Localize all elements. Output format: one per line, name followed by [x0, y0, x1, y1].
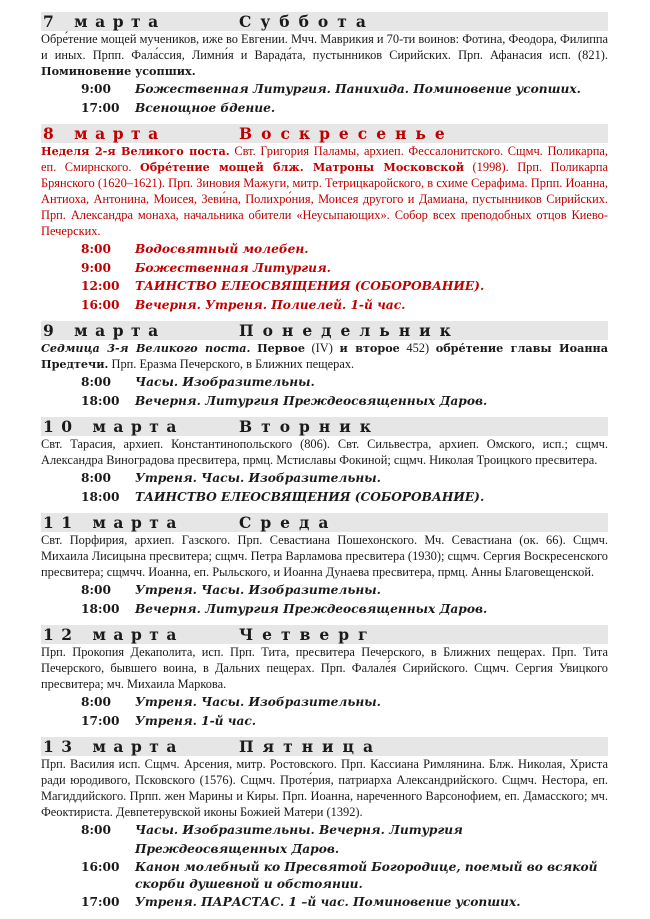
service-row	[41, 693, 608, 712]
service-list	[41, 80, 608, 117]
service-time: 8:00	[81, 583, 111, 597]
commemoration-text: Прп. Василия исп. Сщмч. Арсения, митр. Ростовского. Прп. Кассиана Римлянина. Блж. Николая, Христа ради юродивого, Псковского (1576). Сщмч. Проте́рия, патриарха Александрийского. Сщмч. Нестора, еп. Магиддийского. Прпп. жен Марины и Киры. Прп. Иоанна, нареченного Варсонофием, еп. Дамасского; мч. Феоктириста. Девпетерувской иконы Божией Матери (1392).	[41, 757, 608, 819]
day-section	[41, 625, 608, 730]
service-time: 16:00	[81, 297, 120, 312]
service-list	[41, 240, 608, 314]
saints-commemoration	[41, 532, 608, 580]
day-header	[41, 737, 608, 756]
service-row	[41, 392, 608, 411]
day-header	[41, 417, 608, 436]
day-date: 7 марта	[43, 12, 166, 31]
service-time: 8:00	[81, 471, 111, 485]
service-title: Утреня. ПАРАСТАС. 1 –й час. Поминовение усопших.	[135, 895, 521, 909]
service-title: Вечерня. Литургия Преждеосвященных Даров.	[135, 601, 488, 616]
service-title: Утреня. Часы. Изобразительны.	[135, 471, 381, 485]
service-row	[41, 712, 608, 731]
service-time: 18:00	[81, 393, 120, 408]
service-time: 9:00	[81, 260, 111, 275]
service-time: 16:00	[81, 860, 120, 874]
service-list	[41, 693, 608, 730]
commemoration-text: Обре́тение мощей мучеников, иже во Евгении. Мчч. Маврикия и 70-ти воинов: Фотина, Феодора, Филиппа и иных. Прпп. Фала́ссия, Лимни́я и Варада́та, пустынников Сирийских. Прп. Афанасия исп. (821).	[41, 32, 608, 62]
service-title: Вечерня. Утреня. Полиелей. 1-й час.	[135, 297, 406, 312]
commemoration-text: (IV)	[304, 341, 340, 355]
service-time: 12:00	[81, 279, 120, 293]
service-title: Вечерня. Литургия Преждеосвященных Даров.	[135, 393, 488, 408]
service-list	[41, 469, 608, 506]
day-section	[41, 124, 608, 314]
service-time: 8:00	[81, 242, 111, 256]
day-header	[41, 12, 608, 31]
day-section	[41, 737, 608, 912]
feast-highlight: Неделя 2-я Великого поста.	[41, 144, 230, 158]
day-header	[41, 321, 608, 340]
saints-commemoration	[41, 436, 608, 468]
day-weekday: Суббота	[239, 12, 375, 31]
service-time: 17:00	[81, 895, 120, 909]
commemoration-text: (1998). Прп. Поликарпа Брянского (1620–1621). Прп. Зиновия Мажуги, митр. Тетрицкаройского, в схиме Серафима. Прпп. Иоанна, Антиоха, Антонина, Моисея, Зеви́на, Полихро́ния, Моисея другого и Дамиана, пустынников Сирийских. Прп. Александра монаха, начальника обители «Неусыпающих». Собор всех преподобных отцов Киево-Печерских.	[41, 160, 609, 238]
service-row	[41, 277, 608, 296]
service-time: 8:00	[81, 375, 111, 389]
service-title: Водосвятный молебен.	[135, 242, 309, 256]
service-row	[41, 469, 608, 488]
day-date: 13 марта	[43, 737, 184, 756]
service-title: ТАИНСТВО ЕЛЕОСВЯЩЕНИЯ (СОБОРОВАНИЕ).	[135, 279, 485, 293]
service-time: 8:00	[81, 823, 111, 837]
day-weekday: Понедельник	[239, 321, 460, 340]
day-header	[41, 625, 608, 644]
day-header	[41, 124, 608, 143]
day-date: 11 марта	[43, 513, 184, 532]
day-section	[41, 321, 608, 410]
service-row	[41, 600, 608, 619]
service-row	[41, 581, 608, 600]
feast-highlight: Первое	[257, 341, 305, 355]
service-title: Утреня. Часы. Изобразительны.	[135, 695, 381, 709]
commemoration-text: Прп. Прокопия Декаполита, исп. Прп. Тита, пресвитера Печерского, в Ближних пещерах. Прп. Тита Печерского, бывшего воина, в Дальних пещерах. Прп. Фалале́я Сирийского. Сщмч. Сергия Увицкого пресвитера; мч. Михаила Маркова.	[41, 645, 608, 691]
service-row	[41, 259, 608, 278]
service-time: 17:00	[81, 100, 120, 115]
service-row	[41, 893, 608, 912]
day-section	[41, 417, 608, 506]
day-date: 12 марта	[43, 625, 184, 644]
service-list	[41, 373, 608, 410]
commemoration-text: Свт. Тарасия, архиеп. Константинопольского (806). Свт. Сильвестра, архиеп. Омского, исп.; сщмч. Александра Виноградова пресвитера, прмц. Мстиславы Фокиной; сщмч. Николая Троицкого пресвитера.	[41, 437, 608, 467]
service-title: Часы. Изобразительны.	[135, 375, 315, 389]
service-row	[41, 80, 608, 99]
day-header	[41, 513, 608, 532]
saints-commemoration	[41, 756, 608, 820]
service-title: Всенощное бдение.	[135, 100, 276, 115]
saints-commemoration	[41, 644, 608, 692]
feast-highlight: Обре́тение мощей блж. Матроны Московской	[139, 160, 465, 174]
feast-highlight: и второе	[339, 341, 400, 355]
commemoration-text: Свт. Порфирия, архиеп. Газского. Прп. Севастиана Пошехонского. Мч. Севастиана (ок. 66). Сщмч. Михаила Лисицына пресвитера; сщмч. Петра Варламова пресвитера (1930); сщмч. Сергия Воскресенского пресвитера; сщмчч. Иоанна, еп. Рыльского, и Иоанна Дунаева пресвитера, прмц. Анны Благовещенской.	[41, 533, 608, 579]
day-weekday: Вторник	[239, 417, 380, 436]
service-time: 8:00	[81, 695, 111, 709]
service-title: Утреня. 1-й час.	[135, 713, 257, 728]
service-time: 9:00	[81, 82, 111, 96]
feast-highlight: обре́тение главы Иоанна Предтечи.	[41, 341, 608, 371]
day-section	[41, 12, 608, 117]
day-date: 8 марта	[43, 124, 166, 143]
service-time: 17:00	[81, 713, 120, 728]
service-list	[41, 821, 608, 912]
service-title: ТАИНСТВО ЕЛЕОСВЯЩЕНИЯ (СОБОРОВАНИЕ).	[135, 489, 485, 504]
feast-highlight: Седмица 3-я Великого поста.	[41, 341, 251, 355]
day-weekday: Четверг	[239, 625, 377, 644]
service-row	[41, 821, 608, 858]
service-title: Божественная Литургия.	[135, 260, 331, 275]
service-title: Божественная Литургия. Панихида. Поминовение усопших.	[135, 82, 581, 96]
service-time: 18:00	[81, 489, 120, 504]
day-date: 9 марта	[43, 321, 166, 340]
service-time: 18:00	[81, 601, 120, 616]
schedule-page	[41, 12, 608, 919]
service-list	[41, 581, 608, 618]
saints-commemoration	[41, 143, 608, 239]
day-weekday: Пятница	[239, 737, 383, 756]
saints-commemoration	[41, 340, 608, 372]
day-weekday: Воскресенье	[239, 124, 454, 143]
service-row	[41, 488, 608, 507]
day-weekday: Среда	[239, 513, 338, 532]
service-row	[41, 858, 608, 893]
service-row	[41, 99, 608, 118]
service-title: Утреня. Часы. Изобразительны.	[135, 583, 381, 597]
service-title: Канон молебный ко Пресвятой Богородице, поемый во всякой скорби душевной и обстоянии.	[135, 860, 598, 891]
commemoration-text: Прп. Еразма Печерского, в Ближних пещерах.	[108, 357, 355, 371]
saints-commemoration	[41, 31, 608, 79]
service-title: Часы. Изобразительны. Вечерня. Литургия Преждеосвященных Даров.	[135, 823, 463, 856]
service-row	[41, 240, 608, 259]
service-row	[41, 296, 608, 315]
day-date: 10 марта	[43, 417, 184, 436]
commemoration-text: 452)	[399, 341, 436, 355]
feast-highlight: Поминовение усопших.	[41, 64, 196, 78]
commemoration-text: Свт. Григория Паламы, архиеп. Фессалонитского. Сщмч. Поликарпа, еп. Смирнского.	[41, 144, 608, 174]
day-section	[41, 513, 608, 618]
service-row	[41, 373, 608, 392]
